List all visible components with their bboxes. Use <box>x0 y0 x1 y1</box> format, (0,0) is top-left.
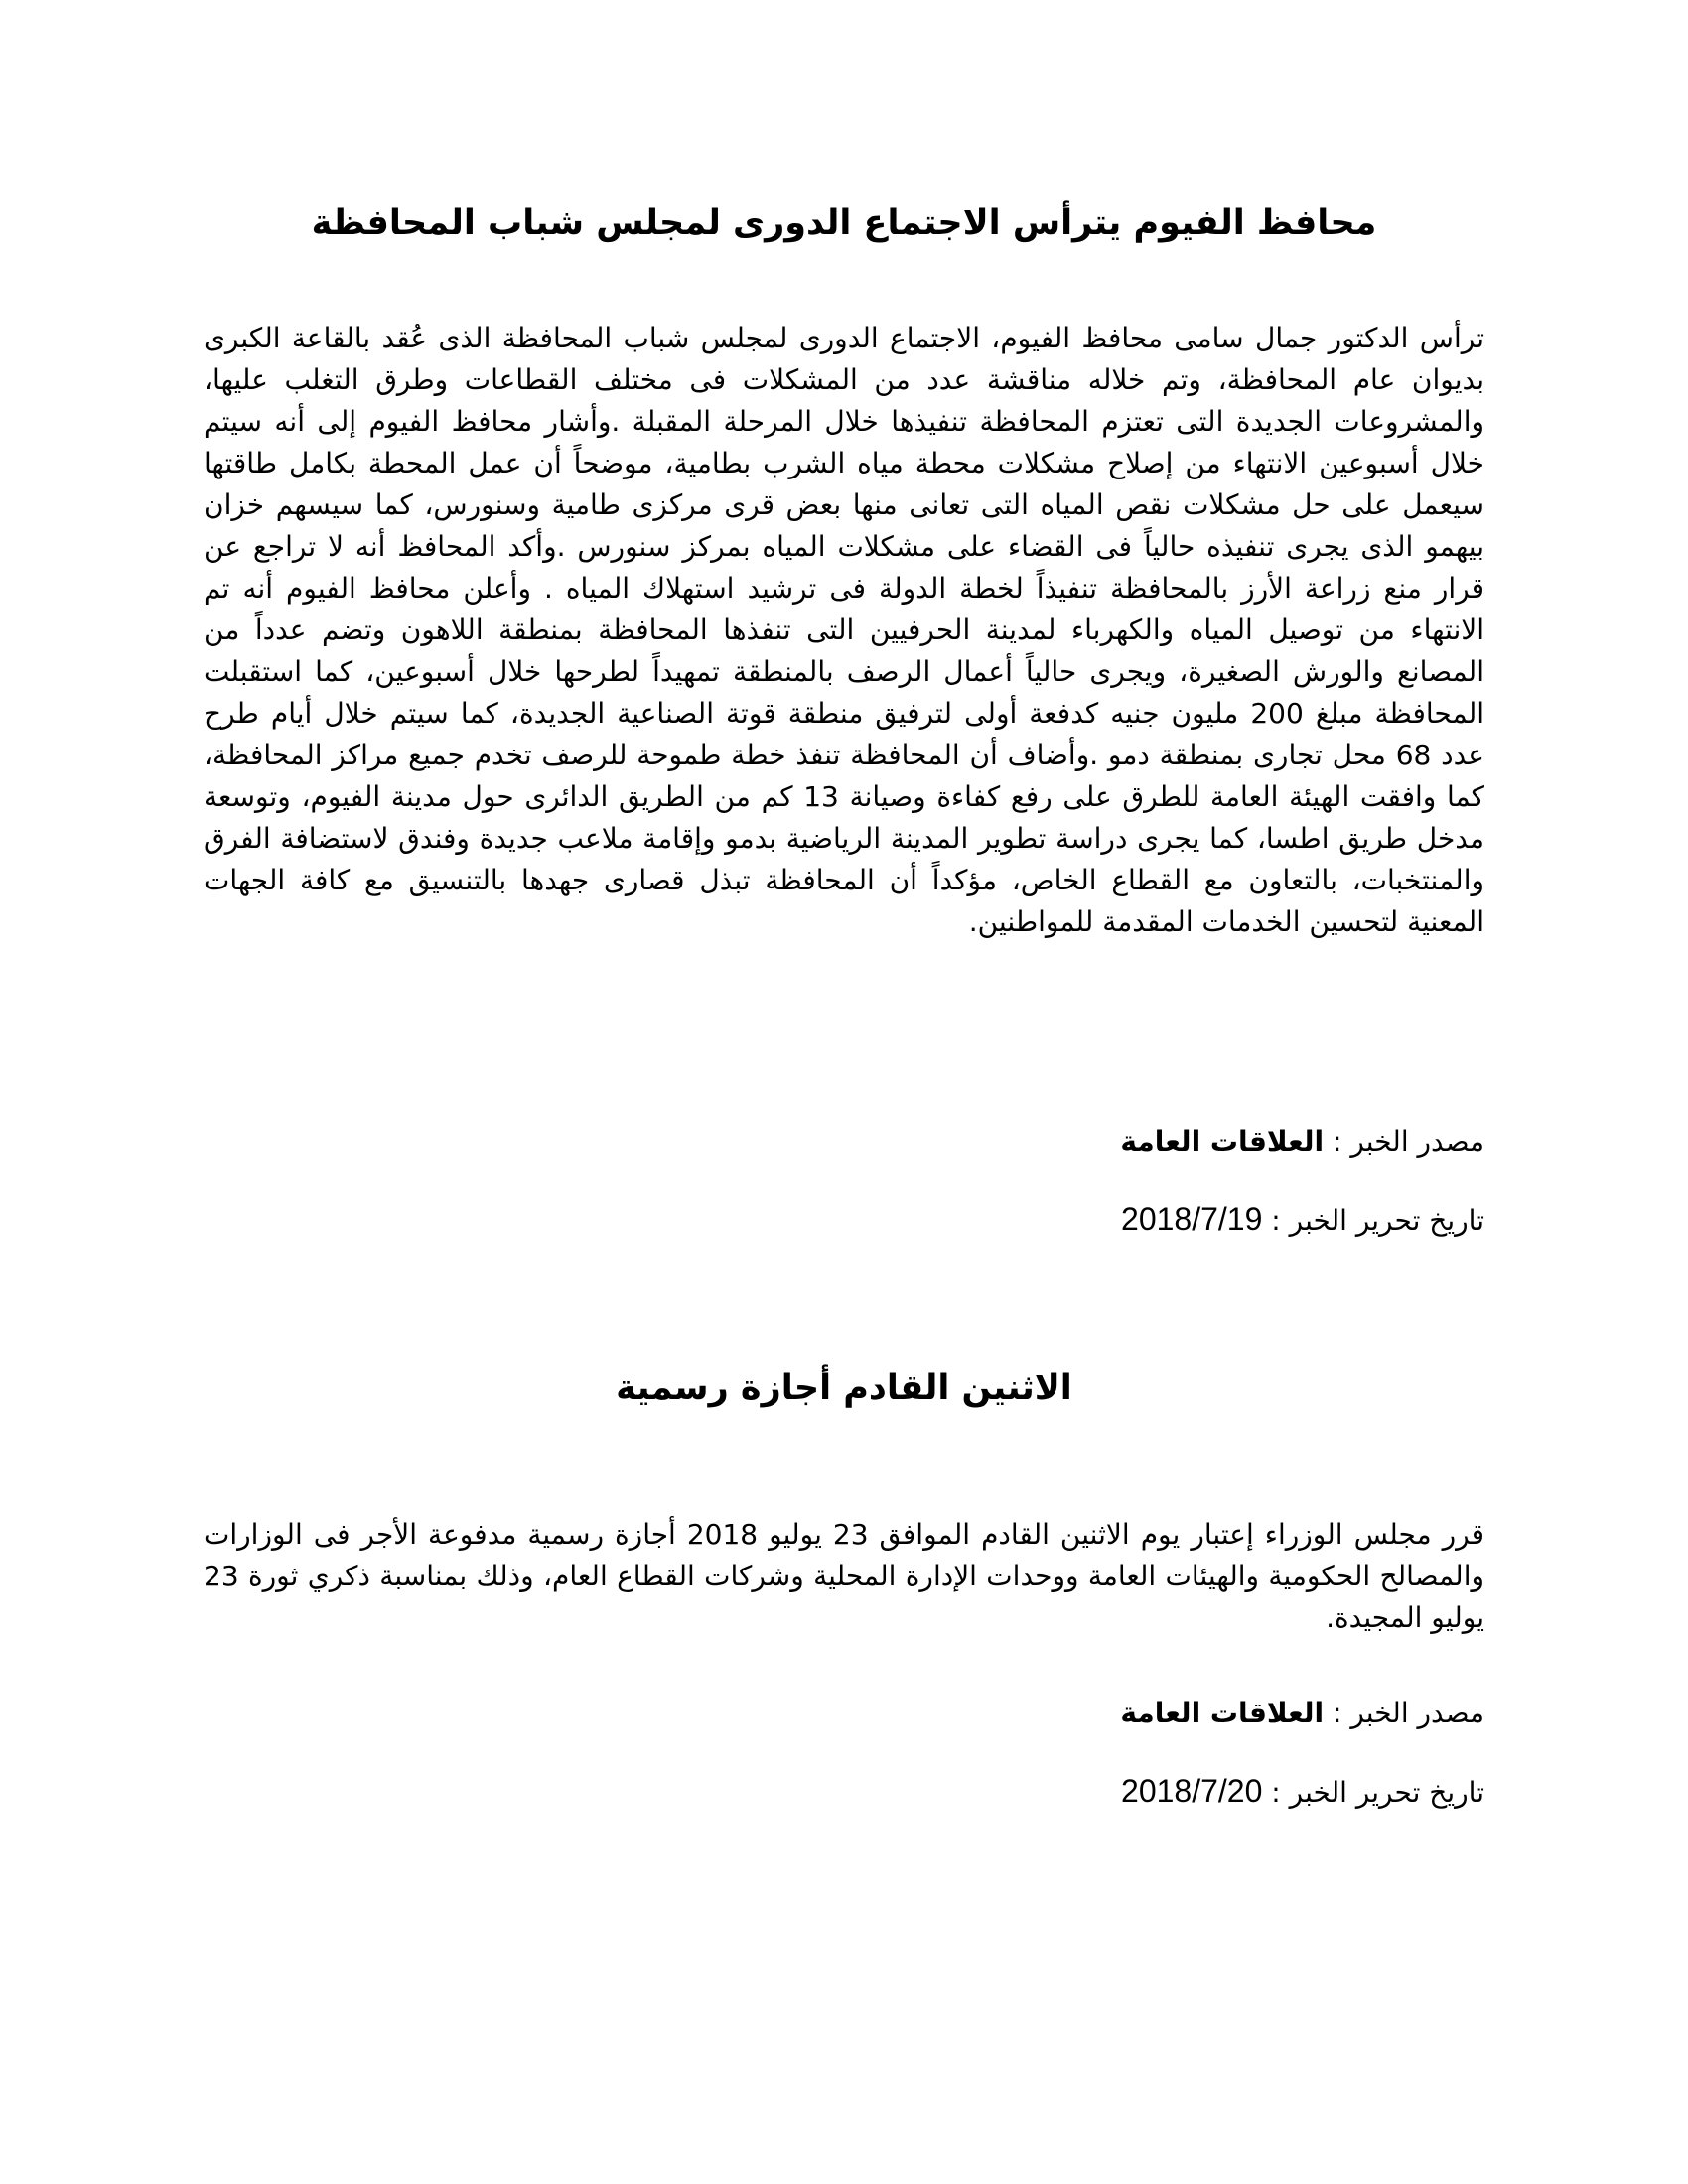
news-date-label: تاريخ تحرير الخبر : <box>1271 1204 1484 1237</box>
news-date-value: 2018/7/20 <box>1121 1773 1263 1809</box>
article-title: محافظ الفيوم يترأس الاجتماع الدورى لمجلس شباب المحافظة <box>311 204 1377 243</box>
news-date-label: تاريخ تحرير الخبر : <box>1271 1776 1484 1809</box>
news-source-label: مصدر الخبر : <box>1332 1697 1484 1729</box>
news-source-label: مصدر الخبر : <box>1332 1125 1484 1158</box>
news-source-line <box>204 1122 1484 1161</box>
news-date-value: 2018/7/19 <box>1121 1201 1263 1237</box>
news-source-value: العلاقات العامة <box>1120 1125 1325 1158</box>
article-title: الاثنين القادم أجازة رسمية <box>616 1368 1072 1408</box>
news-date-line <box>204 1199 1484 1241</box>
article-body: قرر مجلس الوزراء إعتبار يوم الاثنين القادم الموافق 23 يوليو 2018 أجازة رسمية مدفوعة الأجر فى الوزارات والمصالح الحكومية والهيئات العامة ووحدات الإدارة المحلية وشركات القطاع العام، وذلك بمناسبة ذكري ثورة 23 يوليو المجيدة. <box>204 1518 1484 1634</box>
news-date-line <box>204 1771 1484 1813</box>
news-source-line <box>204 1694 1484 1733</box>
article-body: ترأس الدكتور جمال سامى محافظ الفيوم، الاجتماع الدورى لمجلس شباب المحافظة الذى عُقد بالقاعة الكبرى بديوان عام المحافظة، وتم خلاله مناقشة عدد من المشكلات فى مختلف القطاعات وطرق التغلب عليها، والمشروعات الجديدة التى تعتزم المحافظة تنفيذها خلال المرحلة المقبلة .وأشار محافظ الفيوم إلى أنه سيتم خلال أسبوعين الانتهاء من إصلاح مشكلات محطة مياه الشرب بطامية، موضحاً أن عمل المحطة بكامل طاقتها سيعمل على حل مشكلات نقص المياه التى تعانى منها بعض قرى مركزى طامية وسنورس، كما سيسهم خزان بيهمو الذى يجرى تنفيذه حالياً فى القضاء على مشكلات المياه بمركز سنورس .وأكد المحافظ أنه لا تراجع عن قرار منع زراعة الأرز بالمحافظة تنفيذاً لخطة الدولة فى ترشيد استهلاك المياه . وأعلن محافظ الفيوم أنه تم الانتهاء من توصيل المياه والكهرباء لمدينة الحرفيين التى تنفذها المحافظة بمنطقة اللاهون وتضم عدداً من المصانع والورش الصغيرة، ويجرى حالياً أعمال الرصف بالمنطقة تمهيداً لطرحها خلال أسبوعين، كما استقبلت المحافظة مبلغ 200 مليون جنيه كدفعة أولى لترفيق منطقة قوتة الصناعية الجديدة، كما سيتم خلال أيام طرح عدد 68 محل تجارى بمنطقة دمو .وأضاف أن المحافظة تنفذ خطة طموحة للرصف تخدم جميع مراكز المحافظة، كما وافقت الهيئة العامة للطرق على رفع كفاءة وصيانة 13 كم من الطريق الدائرى حول مدينة الفيوم، وتوسعة مدخل طريق اطسا، كما يجرى دراسة تطوير المدينة الرياضية بدمو وإقامة ملاعب جديدة وفندق لاستضافة الفرق والمنتخبات، بالتعاون مع القطاع الخاص، مؤكداً أن المحافظة تبذل قصارى جهدها بالتنسيق مع كافة الجهات المعنية لتحسين الخدمات المقدمة للمواطنين. <box>204 322 1485 938</box>
news-source-value: العلاقات العامة <box>1120 1697 1325 1729</box>
